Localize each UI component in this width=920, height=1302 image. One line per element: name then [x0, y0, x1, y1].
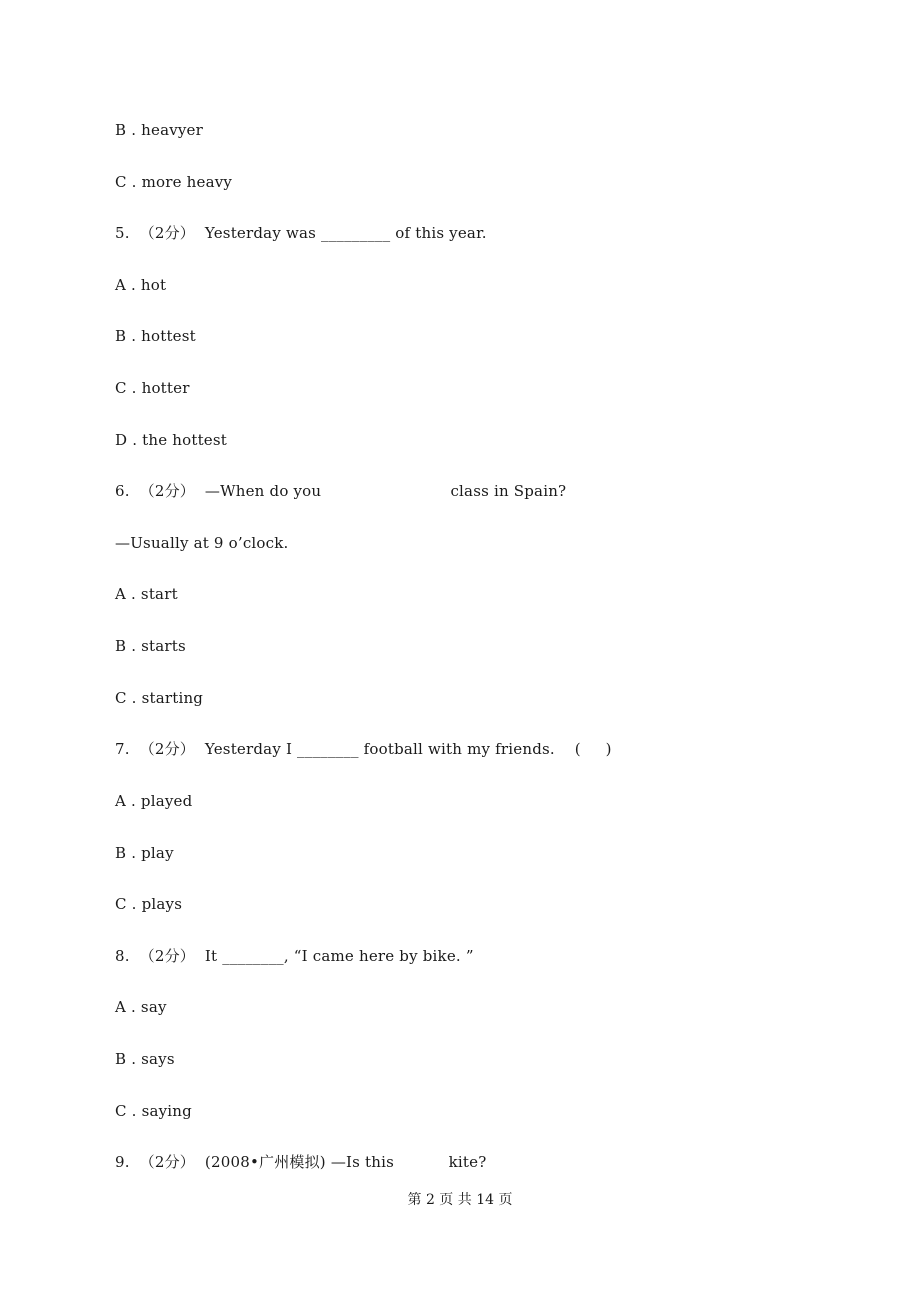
- q9-question: 9. （2分） (2008•广州模拟) —Is this kite?: [115, 1153, 487, 1171]
- q4-option-c: C . more heavy: [115, 173, 233, 191]
- q5-option-c: C . hotter: [115, 379, 190, 397]
- q6-option-a: A . start: [115, 585, 178, 603]
- q7-option-a: A . played: [115, 792, 193, 810]
- q6-option-c: C . starting: [115, 689, 204, 707]
- q7-option-b: B . play: [115, 844, 174, 862]
- q5-question: 5. （2分） Yesterday was _________ of this year.: [115, 224, 487, 242]
- q6-question: 6. （2分） —When do you class in Spain?: [115, 482, 567, 500]
- q6-option-b: B . starts: [115, 637, 186, 655]
- q4-option-b: B . heavyer: [115, 121, 204, 139]
- q8-option-c: C . saying: [115, 1102, 192, 1120]
- q5-option-a: A . hot: [115, 276, 167, 294]
- q8-option-a: A . say: [115, 998, 167, 1016]
- q8-option-b: B . says: [115, 1050, 175, 1068]
- page-footer: 第 2 页 共 14 页: [407, 1192, 513, 1208]
- q6-answer-line: —Usually at 9 o’clock.: [115, 534, 289, 552]
- q5-option-b: B . hottest: [115, 327, 196, 345]
- q5-option-d: D . the hottest: [115, 431, 228, 449]
- q8-question: 8. （2分） It ________, “I came here by bike. ”: [115, 947, 474, 965]
- q7-option-c: C . plays: [115, 895, 183, 913]
- q7-question: 7. （2分） Yesterday I ________ football with my friends. ( ): [115, 740, 612, 758]
